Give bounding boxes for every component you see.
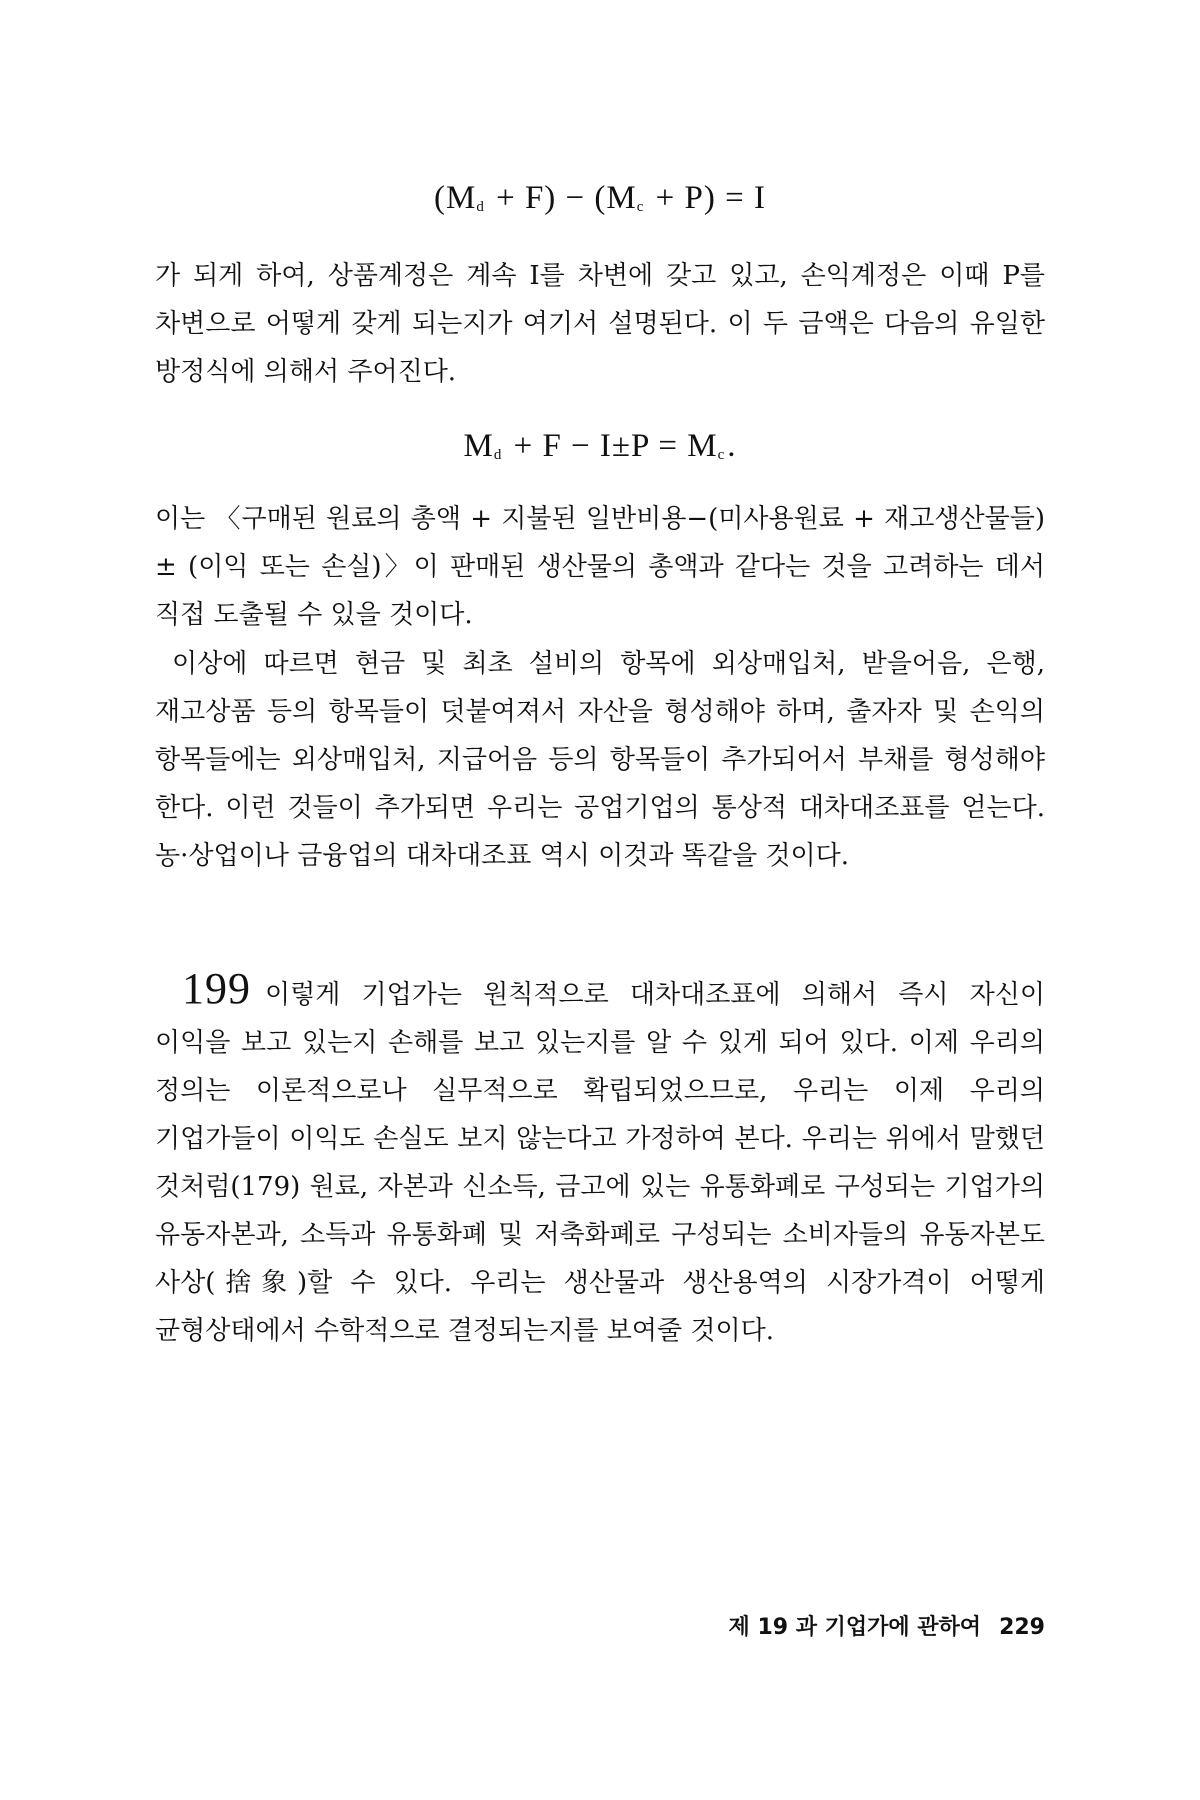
equation-text: + P) = I: [646, 180, 766, 216]
section-number: 199: [182, 964, 251, 1013]
equation-text: + F) − (M: [486, 180, 637, 216]
equation-subscript: c: [717, 447, 726, 463]
section-paragraph: [155, 965, 1045, 1355]
section-text: 이렇게 기업가는 원칙적으로 대차대조표에 의해서 즉시 자신이 이익을 보고 있는지 손해를 보고 있는지를 알 수 있게 되어 있다. 이제 우리의 정의는 이론적으로나 실무적으로 확립되었으므로, 우리는 이제 우리의 기업가들이 이익도 손실도 보지 않는다고 가정하여 본다. 우리는 위에서 말했던 것처럼(179) 원료, 자본과 신소득, 금고에 있는 유통화폐로 구성되는 기업가의 유동자본과, 소득과 유통화폐 및 저축화폐로 구성되는 소비자들의 유동자본도 사상(捨象)할 수 있다. 우리는 생산물과 생산용역의 시장가격이 어떻게 균형상태에서 수학적으로 결정되는지를 보여줄 것이다.: [155, 980, 1045, 1346]
chapter-title: 제 19 과 기업가에 관하여: [728, 1615, 982, 1640]
book-page: [155, 0, 1045, 1800]
equation-text: M: [463, 428, 494, 464]
equation-text: .: [727, 428, 737, 464]
equation-single: [155, 428, 1045, 465]
paragraph-derivation: 이는 〈구매된 원료의 총액 + 지불된 일반비용−(미사용원료 + 재고생산물들) ± (이익 또는 손실)〉이 판매된 생산물의 총액과 같다는 것을 고려하는 데서 직접 도출될 수 있을 것이다.: [155, 504, 1045, 630]
paragraph-balance-sheet: 이상에 따르면 현금 및 최초 설비의 항목에 외상매입처, 받을어음, 은행, 재고상품 등의 항목들이 덧붙여져서 자산을 형성해야 하며, 출자자 및 손익의 항목들에는 외상매입처, 지급어음 등의 항목들이 추가되어서 부채를 형성해야 한다. 이런 것들이 추가되면 우리는 공업기업의 통상적 대차대조표를 얻는다. 농·상업이나 금융업의 대차대조표 역시 이것과 똑같을 것이다.: [155, 649, 1045, 871]
equation-text: + F − I±P = M: [504, 428, 718, 464]
equation-text: (M: [434, 180, 477, 216]
equation-subscript: d: [493, 447, 503, 463]
equation-subscript: c: [636, 199, 645, 215]
paragraph-equation-explanation: 가 되게 하여, 상품계정은 계속 I를 차변에 갖고 있고, 손익계정은 이때 P를 차변으로 어떻게 갖게 되는지가 여기서 설명된다. 이 두 금액은 다음의 유일한 방정식에 의해서 주어진다.: [155, 261, 1045, 387]
equation-balance: [155, 180, 1045, 217]
equation-subscript: d: [476, 199, 485, 215]
running-footer: [729, 1610, 1045, 1641]
page-number: 229: [999, 1615, 1045, 1640]
